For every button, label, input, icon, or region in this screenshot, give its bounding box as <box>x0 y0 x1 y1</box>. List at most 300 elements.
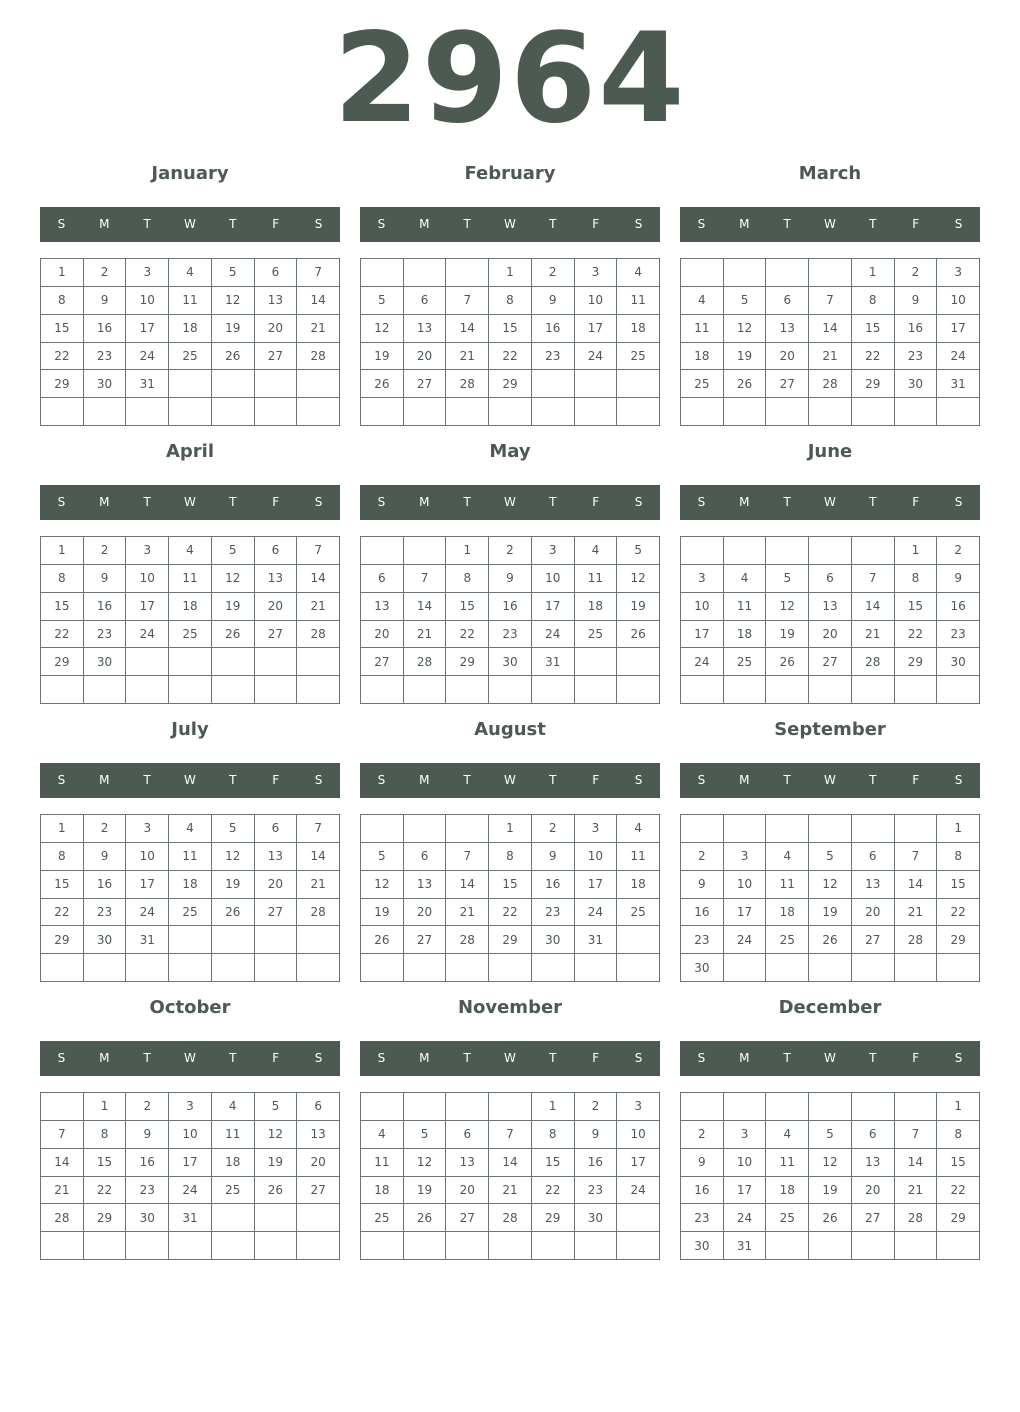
day-cell: 6 <box>446 1121 489 1149</box>
day-cell: 20 <box>809 621 852 649</box>
weekday-header <box>40 763 340 798</box>
empty-cell <box>575 954 618 982</box>
empty-cell <box>724 398 767 426</box>
day-cell: 26 <box>212 899 255 927</box>
day-cell: 31 <box>126 370 169 398</box>
day-cell: 11 <box>169 843 212 871</box>
empty-cell <box>724 259 767 287</box>
weekday-label: S <box>634 495 643 509</box>
day-cell: 23 <box>84 343 127 371</box>
empty-cell <box>404 954 447 982</box>
day-cell: 20 <box>255 871 298 899</box>
day-cell: 22 <box>41 899 84 927</box>
weekday-label: M <box>419 773 430 787</box>
day-cell: 23 <box>681 1204 724 1232</box>
day-cell: 11 <box>617 287 660 315</box>
weekday-label: M <box>99 773 110 787</box>
day-cell: 17 <box>724 899 767 927</box>
empty-cell <box>766 676 809 704</box>
day-cell: 15 <box>937 1149 980 1177</box>
day-cell: 26 <box>809 1204 852 1232</box>
empty-cell <box>724 1093 767 1121</box>
weekday-label: F <box>912 495 920 509</box>
day-cell: 25 <box>212 1177 255 1205</box>
empty-cell <box>255 1232 298 1260</box>
empty-cell <box>446 815 489 843</box>
day-cell: 10 <box>937 287 980 315</box>
day-cell: 1 <box>41 537 84 565</box>
day-cell: 1 <box>489 259 532 287</box>
day-cell: 14 <box>895 1149 938 1177</box>
empty-cell <box>895 954 938 982</box>
day-cell: 4 <box>766 843 809 871</box>
day-cell: 26 <box>617 621 660 649</box>
day-cell: 15 <box>41 315 84 343</box>
weekday-label: S <box>377 773 386 787</box>
weekday-header <box>360 1041 660 1076</box>
day-cell: 30 <box>575 1204 618 1232</box>
day-cell: 27 <box>404 926 447 954</box>
weekday-label: S <box>57 1051 66 1065</box>
empty-cell <box>852 1232 895 1260</box>
day-cell: 3 <box>169 1093 212 1121</box>
day-cell: 8 <box>937 1121 980 1149</box>
empty-cell <box>212 648 255 676</box>
day-cell: 22 <box>532 1177 575 1205</box>
day-cell: 28 <box>446 370 489 398</box>
day-cell: 27 <box>404 370 447 398</box>
empty-cell <box>41 398 84 426</box>
empty-cell <box>446 1232 489 1260</box>
day-cell: 5 <box>212 537 255 565</box>
day-cell: 3 <box>575 259 618 287</box>
day-cell: 26 <box>361 370 404 398</box>
empty-cell <box>41 676 84 704</box>
day-cell: 28 <box>404 648 447 676</box>
day-cell: 20 <box>404 343 447 371</box>
day-grid <box>360 1092 660 1260</box>
day-cell: 12 <box>361 315 404 343</box>
weekday-label: T <box>549 217 557 231</box>
weekday-label: S <box>57 217 66 231</box>
weekday-label: S <box>314 773 323 787</box>
day-cell: 7 <box>895 843 938 871</box>
day-cell: 6 <box>255 537 298 565</box>
day-cell: 18 <box>361 1177 404 1205</box>
day-cell: 31 <box>575 926 618 954</box>
day-cell: 12 <box>617 565 660 593</box>
month-name: March <box>798 163 862 184</box>
weekday-label: W <box>824 217 836 231</box>
day-cell: 23 <box>84 899 127 927</box>
day-cell: 17 <box>575 871 618 899</box>
day-cell: 27 <box>852 926 895 954</box>
empty-cell <box>169 398 212 426</box>
weekday-label: W <box>824 1051 836 1065</box>
day-cell: 19 <box>809 1177 852 1205</box>
day-cell: 20 <box>404 899 447 927</box>
weekday-label: M <box>419 1051 430 1065</box>
empty-cell <box>361 1093 404 1121</box>
weekday-label: S <box>697 495 706 509</box>
day-cell: 24 <box>681 648 724 676</box>
day-cell: 2 <box>575 1093 618 1121</box>
day-cell: 1 <box>532 1093 575 1121</box>
day-cell: 22 <box>446 621 489 649</box>
day-cell: 18 <box>575 593 618 621</box>
empty-cell <box>169 370 212 398</box>
empty-cell <box>937 954 980 982</box>
day-cell: 18 <box>766 899 809 927</box>
weekday-label: T <box>869 217 877 231</box>
day-cell: 11 <box>169 565 212 593</box>
day-cell: 6 <box>361 565 404 593</box>
empty-cell <box>126 676 169 704</box>
weekday-label: W <box>504 495 516 509</box>
weekday-label: F <box>272 773 280 787</box>
day-cell: 31 <box>169 1204 212 1232</box>
empty-cell <box>809 676 852 704</box>
weekday-label: W <box>184 495 196 509</box>
empty-cell <box>766 1093 809 1121</box>
empty-cell <box>212 926 255 954</box>
day-cell: 29 <box>937 1204 980 1232</box>
day-cell: 26 <box>724 370 767 398</box>
day-cell: 17 <box>681 621 724 649</box>
empty-cell <box>852 1093 895 1121</box>
day-cell: 7 <box>809 287 852 315</box>
day-cell: 30 <box>84 648 127 676</box>
empty-cell <box>446 259 489 287</box>
day-cell: 23 <box>84 621 127 649</box>
empty-cell <box>809 954 852 982</box>
day-cell: 1 <box>84 1093 127 1121</box>
day-cell: 22 <box>937 899 980 927</box>
day-cell: 21 <box>809 343 852 371</box>
day-cell: 16 <box>681 899 724 927</box>
day-cell: 3 <box>575 815 618 843</box>
day-cell: 12 <box>212 287 255 315</box>
weekday-label: T <box>549 1051 557 1065</box>
empty-cell <box>212 1204 255 1232</box>
empty-cell <box>895 398 938 426</box>
empty-cell <box>297 648 340 676</box>
day-cell: 19 <box>361 343 404 371</box>
day-cell: 10 <box>126 843 169 871</box>
month-name: August <box>474 719 546 740</box>
day-cell: 5 <box>809 843 852 871</box>
empty-cell <box>895 1232 938 1260</box>
empty-cell <box>809 815 852 843</box>
empty-cell <box>169 648 212 676</box>
day-cell: 5 <box>809 1121 852 1149</box>
day-cell: 5 <box>404 1121 447 1149</box>
weekday-label: T <box>549 495 557 509</box>
day-cell: 24 <box>937 343 980 371</box>
day-cell: 10 <box>617 1121 660 1149</box>
weekday-label: S <box>697 773 706 787</box>
empty-cell <box>297 1204 340 1232</box>
empty-cell <box>724 537 767 565</box>
day-cell: 29 <box>41 926 84 954</box>
day-grid <box>40 1092 340 1260</box>
empty-cell <box>681 259 724 287</box>
empty-cell <box>126 1232 169 1260</box>
day-cell: 7 <box>404 565 447 593</box>
day-cell: 10 <box>532 565 575 593</box>
month-name: October <box>149 997 231 1018</box>
day-cell: 6 <box>766 287 809 315</box>
empty-cell <box>361 954 404 982</box>
day-cell: 7 <box>446 287 489 315</box>
empty-cell <box>809 1093 852 1121</box>
day-cell: 5 <box>617 537 660 565</box>
day-cell: 30 <box>937 648 980 676</box>
day-cell: 5 <box>212 259 255 287</box>
day-cell: 2 <box>681 1121 724 1149</box>
day-cell: 8 <box>937 843 980 871</box>
day-cell: 17 <box>575 315 618 343</box>
day-cell: 18 <box>617 315 660 343</box>
weekday-label: W <box>184 773 196 787</box>
empty-cell <box>681 676 724 704</box>
day-cell: 10 <box>126 565 169 593</box>
day-cell: 9 <box>532 843 575 871</box>
day-cell: 24 <box>126 621 169 649</box>
weekday-label: T <box>229 495 237 509</box>
empty-cell <box>446 398 489 426</box>
weekday-label: T <box>229 217 237 231</box>
empty-cell <box>617 954 660 982</box>
day-cell: 30 <box>895 370 938 398</box>
empty-cell <box>766 815 809 843</box>
day-cell: 1 <box>489 815 532 843</box>
day-cell: 26 <box>212 621 255 649</box>
day-cell: 13 <box>404 315 447 343</box>
weekday-label: W <box>504 773 516 787</box>
day-cell: 8 <box>532 1121 575 1149</box>
empty-cell <box>404 398 447 426</box>
weekday-label: T <box>869 495 877 509</box>
day-cell: 9 <box>937 565 980 593</box>
day-cell: 27 <box>255 899 298 927</box>
day-cell: 29 <box>84 1204 127 1232</box>
day-cell: 12 <box>212 565 255 593</box>
day-cell: 11 <box>169 287 212 315</box>
day-cell: 19 <box>617 593 660 621</box>
weekday-label: T <box>783 495 791 509</box>
day-cell: 24 <box>532 621 575 649</box>
day-cell: 12 <box>361 871 404 899</box>
day-cell: 28 <box>895 1204 938 1232</box>
day-cell: 27 <box>297 1177 340 1205</box>
empty-cell <box>724 954 767 982</box>
day-cell: 12 <box>212 843 255 871</box>
empty-cell <box>575 648 618 676</box>
day-cell: 25 <box>617 899 660 927</box>
empty-cell <box>937 676 980 704</box>
weekday-label: M <box>419 495 430 509</box>
day-cell: 9 <box>84 843 127 871</box>
day-cell: 2 <box>895 259 938 287</box>
day-cell: 5 <box>724 287 767 315</box>
empty-cell <box>617 676 660 704</box>
empty-cell <box>895 1093 938 1121</box>
month-name: July <box>171 719 209 740</box>
day-cell: 20 <box>255 315 298 343</box>
day-cell: 24 <box>126 899 169 927</box>
day-cell: 16 <box>575 1149 618 1177</box>
day-cell: 26 <box>255 1177 298 1205</box>
day-cell: 23 <box>532 343 575 371</box>
day-cell: 1 <box>41 259 84 287</box>
weekday-label: W <box>184 217 196 231</box>
day-cell: 21 <box>297 593 340 621</box>
day-cell: 25 <box>681 370 724 398</box>
day-cell: 25 <box>169 899 212 927</box>
empty-cell <box>255 398 298 426</box>
empty-cell <box>575 398 618 426</box>
day-cell: 20 <box>766 343 809 371</box>
day-cell: 17 <box>532 593 575 621</box>
day-cell: 18 <box>169 871 212 899</box>
day-cell: 2 <box>937 537 980 565</box>
day-grid <box>40 814 340 982</box>
empty-cell <box>937 398 980 426</box>
day-cell: 13 <box>766 315 809 343</box>
empty-cell <box>361 676 404 704</box>
weekday-label: F <box>912 217 920 231</box>
day-cell: 16 <box>895 315 938 343</box>
day-cell: 14 <box>852 593 895 621</box>
weekday-label: S <box>57 773 66 787</box>
weekday-label: S <box>697 217 706 231</box>
day-grid <box>40 258 340 426</box>
day-cell: 7 <box>297 259 340 287</box>
day-cell: 11 <box>575 565 618 593</box>
weekday-label: F <box>272 217 280 231</box>
weekday-label: T <box>463 495 471 509</box>
weekday-label: S <box>314 217 323 231</box>
day-cell: 15 <box>489 315 532 343</box>
empty-cell <box>84 954 127 982</box>
day-cell: 29 <box>532 1204 575 1232</box>
day-cell: 19 <box>809 899 852 927</box>
empty-cell <box>617 648 660 676</box>
empty-cell <box>169 954 212 982</box>
day-cell: 13 <box>852 1149 895 1177</box>
day-cell: 19 <box>361 899 404 927</box>
day-cell: 22 <box>489 899 532 927</box>
weekday-label: S <box>697 1051 706 1065</box>
day-cell: 6 <box>404 287 447 315</box>
empty-cell <box>404 815 447 843</box>
weekday-label: S <box>634 1051 643 1065</box>
day-grid <box>360 536 660 704</box>
day-cell: 3 <box>681 565 724 593</box>
empty-cell <box>297 926 340 954</box>
weekday-label: T <box>463 217 471 231</box>
day-cell: 29 <box>41 648 84 676</box>
day-cell: 18 <box>766 1177 809 1205</box>
day-cell: 5 <box>255 1093 298 1121</box>
day-cell: 23 <box>126 1177 169 1205</box>
weekday-label: T <box>229 1051 237 1065</box>
day-cell: 6 <box>809 565 852 593</box>
day-cell: 21 <box>895 1177 938 1205</box>
empty-cell <box>489 398 532 426</box>
weekday-label: F <box>592 773 600 787</box>
day-cell: 4 <box>361 1121 404 1149</box>
day-cell: 14 <box>41 1149 84 1177</box>
day-cell: 10 <box>681 593 724 621</box>
empty-cell <box>446 954 489 982</box>
day-cell: 11 <box>681 315 724 343</box>
day-cell: 13 <box>446 1149 489 1177</box>
empty-cell <box>724 815 767 843</box>
empty-cell <box>766 954 809 982</box>
empty-cell <box>41 954 84 982</box>
day-grid <box>680 1092 980 1260</box>
day-cell: 14 <box>297 287 340 315</box>
day-cell: 17 <box>126 871 169 899</box>
weekday-label: T <box>143 217 151 231</box>
day-cell: 30 <box>532 926 575 954</box>
year-title: 2964 <box>333 7 687 151</box>
day-cell: 29 <box>489 926 532 954</box>
day-cell: 20 <box>255 593 298 621</box>
day-cell: 7 <box>297 815 340 843</box>
day-cell: 4 <box>575 537 618 565</box>
empty-cell <box>126 648 169 676</box>
day-cell: 28 <box>809 370 852 398</box>
day-cell: 2 <box>681 843 724 871</box>
day-grid <box>40 536 340 704</box>
empty-cell <box>681 537 724 565</box>
day-cell: 27 <box>809 648 852 676</box>
day-cell: 11 <box>361 1149 404 1177</box>
day-cell: 25 <box>766 926 809 954</box>
day-cell: 21 <box>404 621 447 649</box>
day-cell: 20 <box>297 1149 340 1177</box>
day-cell: 24 <box>169 1177 212 1205</box>
weekday-label: S <box>634 773 643 787</box>
empty-cell <box>852 954 895 982</box>
day-cell: 3 <box>937 259 980 287</box>
empty-cell <box>212 398 255 426</box>
day-cell: 10 <box>169 1121 212 1149</box>
empty-cell <box>766 537 809 565</box>
day-cell: 11 <box>724 593 767 621</box>
day-cell: 31 <box>937 370 980 398</box>
day-cell: 13 <box>297 1121 340 1149</box>
day-cell: 7 <box>297 537 340 565</box>
day-cell: 28 <box>41 1204 84 1232</box>
day-cell: 25 <box>724 648 767 676</box>
weekday-header <box>40 207 340 242</box>
weekday-label: T <box>549 773 557 787</box>
empty-cell <box>169 676 212 704</box>
weekday-label: S <box>377 495 386 509</box>
empty-cell <box>681 815 724 843</box>
day-cell: 25 <box>617 343 660 371</box>
day-cell: 8 <box>41 843 84 871</box>
day-cell: 3 <box>126 815 169 843</box>
day-cell: 14 <box>809 315 852 343</box>
weekday-label: T <box>143 773 151 787</box>
day-grid <box>360 814 660 982</box>
day-cell: 5 <box>361 287 404 315</box>
